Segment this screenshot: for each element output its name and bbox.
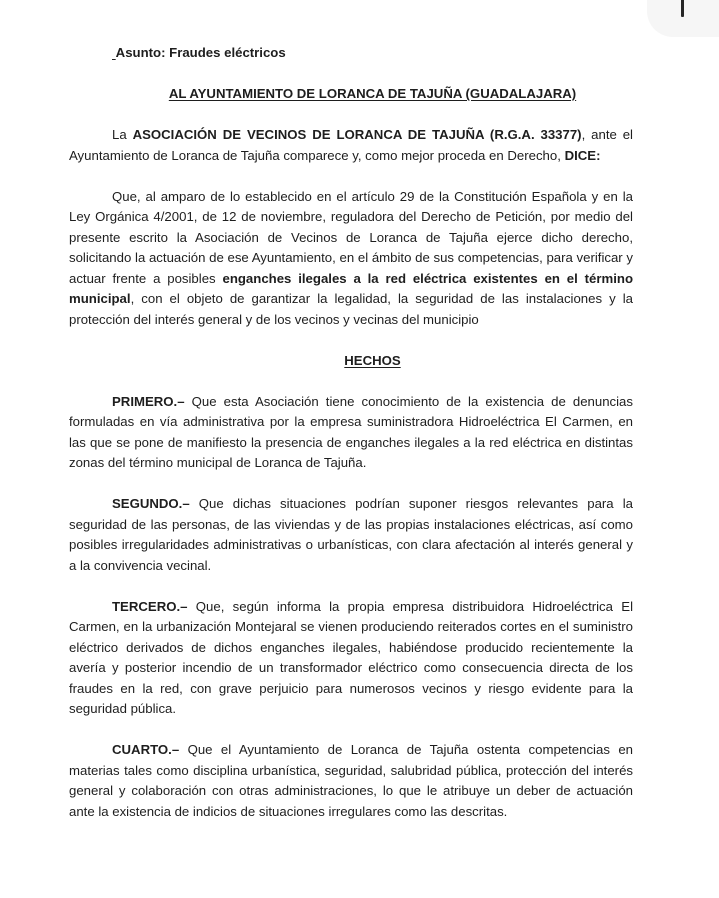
fact-segundo-paragraph: SEGUNDO.– Que dichas situaciones podrían suponer riesgos relevantes para la seguridad de las personas, de las viviendas y de las propias instalaciones eléctricas, así como posibles irregularidades administrativas o urbanísticas, con clara afectación al interés general y a la convivencia vecinal. — [69, 496, 633, 573]
text-cursor-icon — [681, 0, 684, 17]
subject-line: Asunto: Fraudes eléctricos — [115, 45, 286, 60]
intro-paragraph: La ASOCIACIÓN DE VECINOS DE LORANCA DE TAJUÑA (R.G.A. 33377), ante el Ayuntamiento de Loranca de Tajuña comparece y, como mejor proceda en Derecho, DICE: — [69, 127, 633, 163]
addressee-heading: AL AYUNTAMIENTO DE LORANCA DE TAJUÑA (GUADALAJARA) — [168, 86, 577, 101]
overlay-panel[interactable] — [647, 0, 719, 37]
fact-primero-paragraph: PRIMERO.– Que esta Asociación tiene conocimiento de la existencia de denuncias formuladas en vía administrativa por la empresa suministradora Hidroeléctrica El Carmen, en las que se pone de manifiesto la presencia de enganches ilegales a la red eléctrica en distintas zonas del término municipal de Loranca de Tajuña. — [69, 393, 633, 470]
fact-tercero-paragraph: TERCERO.– Que, según informa la propia empresa distribuidora Hidroeléctrica El Carmen, en la urbanización Montejaral se vienen produciendo reiterados cortes en el suministro eléctrico derivados de dichos enganches ilegales, habiéndose producido recientemente la avería y posterior incendio de un transformador eléctrico como consecuencia directa de los fraudes en la red, con grave perjuicio para numerosos vecinos y riesgo evidente para la seguridad pública. — [69, 598, 633, 716]
fact-cuarto-paragraph: CUARTO.– Que el Ayuntamiento de Loranca de Tajuña ostenta competencias en materias tales como disciplina urbanística, seguridad, salubridad pública, protección del interés general y colaboración con otras administraciones, lo que le atribuye un deber de actuación ante la existencia de indicios de situaciones irregulares como las descritas. — [69, 742, 633, 819]
facts-heading: HECHOS — [344, 352, 401, 368]
petition-paragraph: Que, al amparo de lo establecido en el artículo 29 de la Constitución Española y en la Ley Orgánica 4/2001, de 12 de noviembre, reguladora del Derecho de Petición, por medio del presente escrito la Asociación de Vecinos de Loranca de Tajuña ejerce dicho derecho, solicitando la actuación de ese Ayuntamiento, en el ámbito de sus competencias, para verificar y actuar frente a posibles enganches ilegales a la red eléctrica existentes en el término municipal, con el objeto de garantizar la legalidad, la seguridad de las instalaciones y la protección del interés general y de los vecinos y vecinas del municipio — [69, 188, 634, 327]
